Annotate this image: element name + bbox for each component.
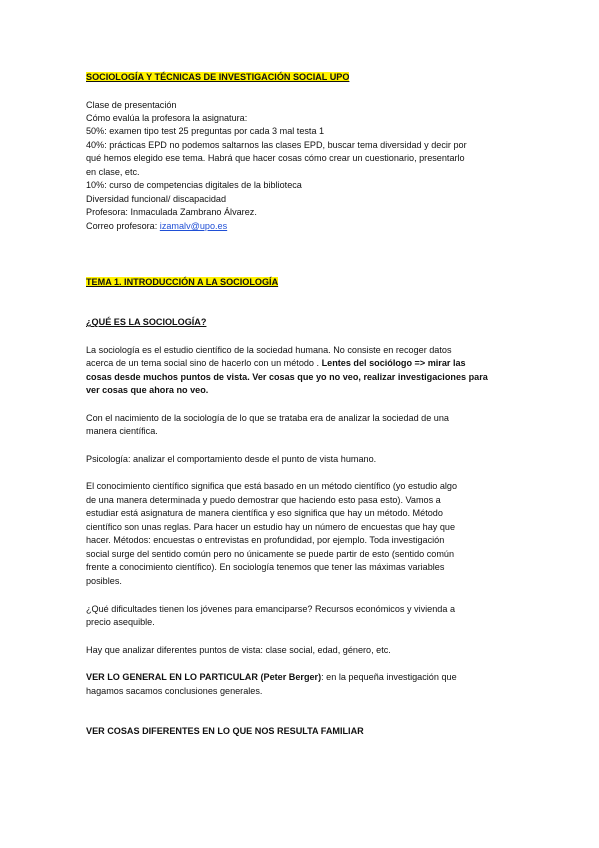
document-title [86, 71, 349, 84]
intro-line: 50%: examen tipo test 25 preguntas por cada 3 mal testa 1 [86, 126, 325, 136]
paragraph-line [86, 671, 457, 684]
paragraph-heading: VER COSAS DIFERENTES EN LO QUE NOS RESULTA FAMILIAR [86, 726, 364, 736]
intro-line: Cómo evalúa la profesora la asignatura: [86, 113, 248, 123]
paragraph-line: hagamos sacamos conclusiones generales. [86, 686, 263, 696]
paragraph-line: Psicología: analizar el comportamiento desde el punto de vista humano. [86, 454, 377, 464]
document-title-text: SOCIOLOGÍA Y TÉCNICAS DE INVESTIGACIÓN SOCIAL UPO [86, 72, 350, 82]
intro-line: qué hemos elegido ese tema. Habrá que hacer cosas cómo crear un cuestionario, presentarlo [86, 153, 465, 163]
paragraph-line: La sociología es el estudio científico de la sociedad humana. No consiste en recoger datos [86, 345, 452, 355]
paragraph-line: ver cosas que ahora no veo. [86, 385, 209, 395]
paragraph-line: social surge del sentido común pero no únicamente se puede partir de esto (sentido común [86, 549, 455, 559]
paragraph-line: ¿Qué dificultades tienen los jóvenes para emanciparse? Recursos económicos y vivienda a [86, 604, 455, 614]
paragraph-line [86, 357, 466, 370]
paragraph-text: acerca de un tema social sino de hacerlo con un método . [86, 358, 322, 368]
paragraph-line: manera científica. [86, 426, 158, 436]
intro-line: Diversidad funcional/ discapacidad [86, 194, 227, 204]
paragraph-line: hacer. Métodos: encuestas o entrevistas en profundidad, por ejemplo. Toda investigación [86, 535, 445, 545]
paragraph-line: El conocimiento científico significa que está basado en un método científico (yo estudio algo [86, 481, 458, 491]
paragraph-bold-text: VER LO GENERAL EN LO PARTICULAR (Peter Berger) [86, 672, 322, 682]
section-title [86, 276, 278, 289]
paragraph-line: Con el nacimiento de la sociología de lo que se trataba era de analizar la sociedad de una [86, 413, 449, 423]
intro-line: Profesora: Inmaculada Zambrano Álvarez. [86, 207, 257, 217]
intro-line [86, 220, 227, 233]
section-title-text: TEMA 1. INTRODUCCIÓN A LA SOCIOLOGÍA [86, 277, 279, 287]
paragraph-line: de una manera determinada y puedo demostrar que haciendo esto pasa esto). Vamos a [86, 495, 441, 505]
paragraph-line: Hay que analizar diferentes puntos de vista: clase social, edad, género, etc. [86, 645, 391, 655]
paragraph-line: estudiar está asignatura de manera científica y eso significa que hay un método. Método [86, 508, 443, 518]
paragraph-text: : en la pequeña investigación que [321, 672, 457, 682]
section-subtitle-text: ¿QUÉ ES LA SOCIOLOGÍA? [86, 317, 207, 327]
intro-line: 40%: prácticas EPD no podemos saltarnos las clases EPD, buscar tema diversidad y decir por [86, 140, 467, 150]
paragraph-bold-text: Lentes del sociólogo => mirar las [321, 358, 466, 368]
email-label: Correo profesora: [86, 221, 160, 231]
email-link[interactable]: izamalv@upo.es [159, 221, 228, 231]
intro-line: Clase de presentación [86, 100, 177, 110]
section-subtitle [86, 316, 206, 329]
paragraph-line: posibles. [86, 576, 122, 586]
intro-line: en clase, etc. [86, 167, 140, 177]
intro-line: 10%: curso de competencias digitales de la biblioteca [86, 180, 302, 190]
paragraph-line: frente a conocimiento científico). En sociología tenemos que tener las máximas variables [86, 562, 445, 572]
paragraph-line: científico son unas reglas. Para hacer un estudio hay un número de encuestas que hay que [86, 522, 456, 532]
paragraph-line: cosas desde muchos puntos de vista. Ver cosas que yo no veo, realizar investigaciones para [86, 372, 488, 382]
paragraph-line: precio asequible. [86, 617, 155, 627]
